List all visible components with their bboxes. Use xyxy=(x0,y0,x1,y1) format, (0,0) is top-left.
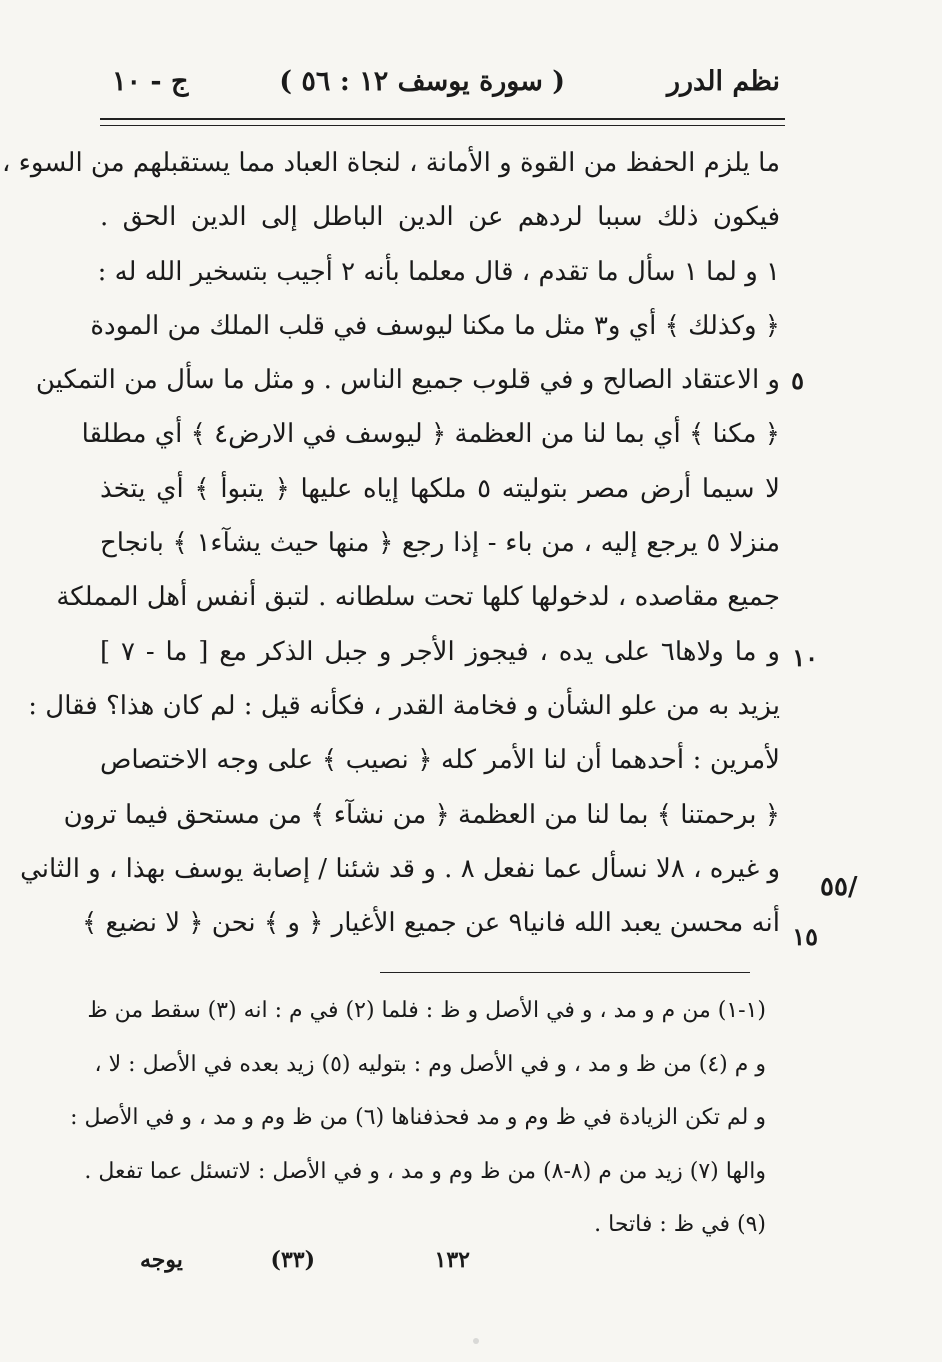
text-line: ما يلزم الحفظ من القوة و الأمانة ، لنجاة العباد مما يستقبلهم من السوء ، xyxy=(2,148,780,178)
running-header xyxy=(100,62,780,106)
text-line: و ما ولاها٦ على يده ، فيجوز الأجر و جبل الذكر مع [ ما - ٧ ] xyxy=(100,636,780,667)
text-line: منزلا ٥ يرجع إليه ، من باء - إذا رجع ﴿ منها حيث يشآء١ ﴾ بانجاح xyxy=(100,528,780,559)
footnote-rule xyxy=(380,972,750,973)
line-number-10: ١٠ xyxy=(792,643,818,672)
part-number: ج - ١٠ xyxy=(112,66,189,97)
line-number-15: ١٥ xyxy=(792,922,818,951)
catchword: يوجه xyxy=(140,1247,183,1273)
text-line: لا سيما أرض مصر بتوليته ٥ ملكها إياه عليها ﴿ يتبوأ ﴾ أي يتخذ xyxy=(100,473,780,504)
footnote-line: و م (٤) من ظ و مد ، و في الأصل وم : بتوليه (٥) زيد بعده في الأصل : لا ، xyxy=(94,1051,766,1077)
text-line: ١ و لما ١ سأل ما تقدم ، قال معلما بأنه ٢ أجيب بتسخير الله له : xyxy=(97,256,780,287)
page-number: ١٣٢ xyxy=(434,1247,470,1273)
footnote-line: و لم تكن الزيادة في ظ وم و مد فحذفناها (٦) من ظ وم و مد ، و في الأصل : xyxy=(70,1105,766,1130)
footnote-line: والها (٧) زيد من م (٨-٨) من ظ وم و مد ، و في الأصل : لاتسئل عما تفعل . xyxy=(84,1158,766,1184)
footnotes xyxy=(70,984,766,1252)
text-line: و الاعتقاد الصالح و في قلوب جميع الناس . و مثل ما سأل من التمكين xyxy=(35,365,780,396)
text-line: جميع مقاصده ، لدخولها كلها تحت سلطانه . لتبق أنفس أهل المملكة xyxy=(56,582,780,613)
footnote-line: (٩) في ظ : فاتحا . xyxy=(594,1212,766,1237)
footnote-line: (١-١) من م و مد ، و في الأصل و ظ : فلما (٢) في م : انه (٣) سقط من ظ xyxy=(87,998,766,1023)
surah-reference: ( سورة يوسف ١٢ : ٥٦ ) xyxy=(279,66,565,97)
text-line: يزيد به من علو الشأن و فخامة القدر ، فكأنه قيل : لم كان هذا؟ فقال : xyxy=(28,690,780,721)
text-line: لأمرين : أحدهما أن لنا الأمر كله ﴿ نصيب ﴾ على وجه الاختصاص xyxy=(100,745,780,776)
margin-folio-note: /٥٥ xyxy=(820,872,858,902)
text-line: ﴿ وكذلك ﴾ أي و٣ مثل ما مكنا ليوسف في قلب الملك من المودة xyxy=(90,310,780,341)
line-number-5: ٥ xyxy=(791,366,804,395)
text-line: فيكون ذلك سببا لردهم عن الدين الباطل إلى الدين الحق . xyxy=(100,202,780,233)
text-line: ﴿ برحمتنا ﴾ بما لنا من العظمة ﴿ من نشآء ﴾ من مستحق فيما ترون xyxy=(63,799,780,830)
main-text xyxy=(2,136,780,950)
book-title: نظم الدرر xyxy=(666,66,780,97)
page-footer xyxy=(140,1247,470,1287)
text-line: أنه محسن يعبد الله فانيا٩ عن جميع الأغيار ﴿ و ﴾ نحن ﴿ لا نضيع ﴾ xyxy=(81,908,780,939)
header-rule xyxy=(100,118,785,126)
signature-mark: (٣٣) xyxy=(270,1247,315,1273)
paper-speck xyxy=(473,1338,479,1344)
text-line: ﴿ مكنا ﴾ أي بما لنا من العظمة ﴿ ليوسف في الارض٤ ﴾ أي مطلقا xyxy=(81,419,780,450)
text-line: و غيره ، ٨لا نسأل عما نفعل ٨ . و قد شئنا / إصابة يوسف بهذا ، و الثاني xyxy=(20,853,780,884)
